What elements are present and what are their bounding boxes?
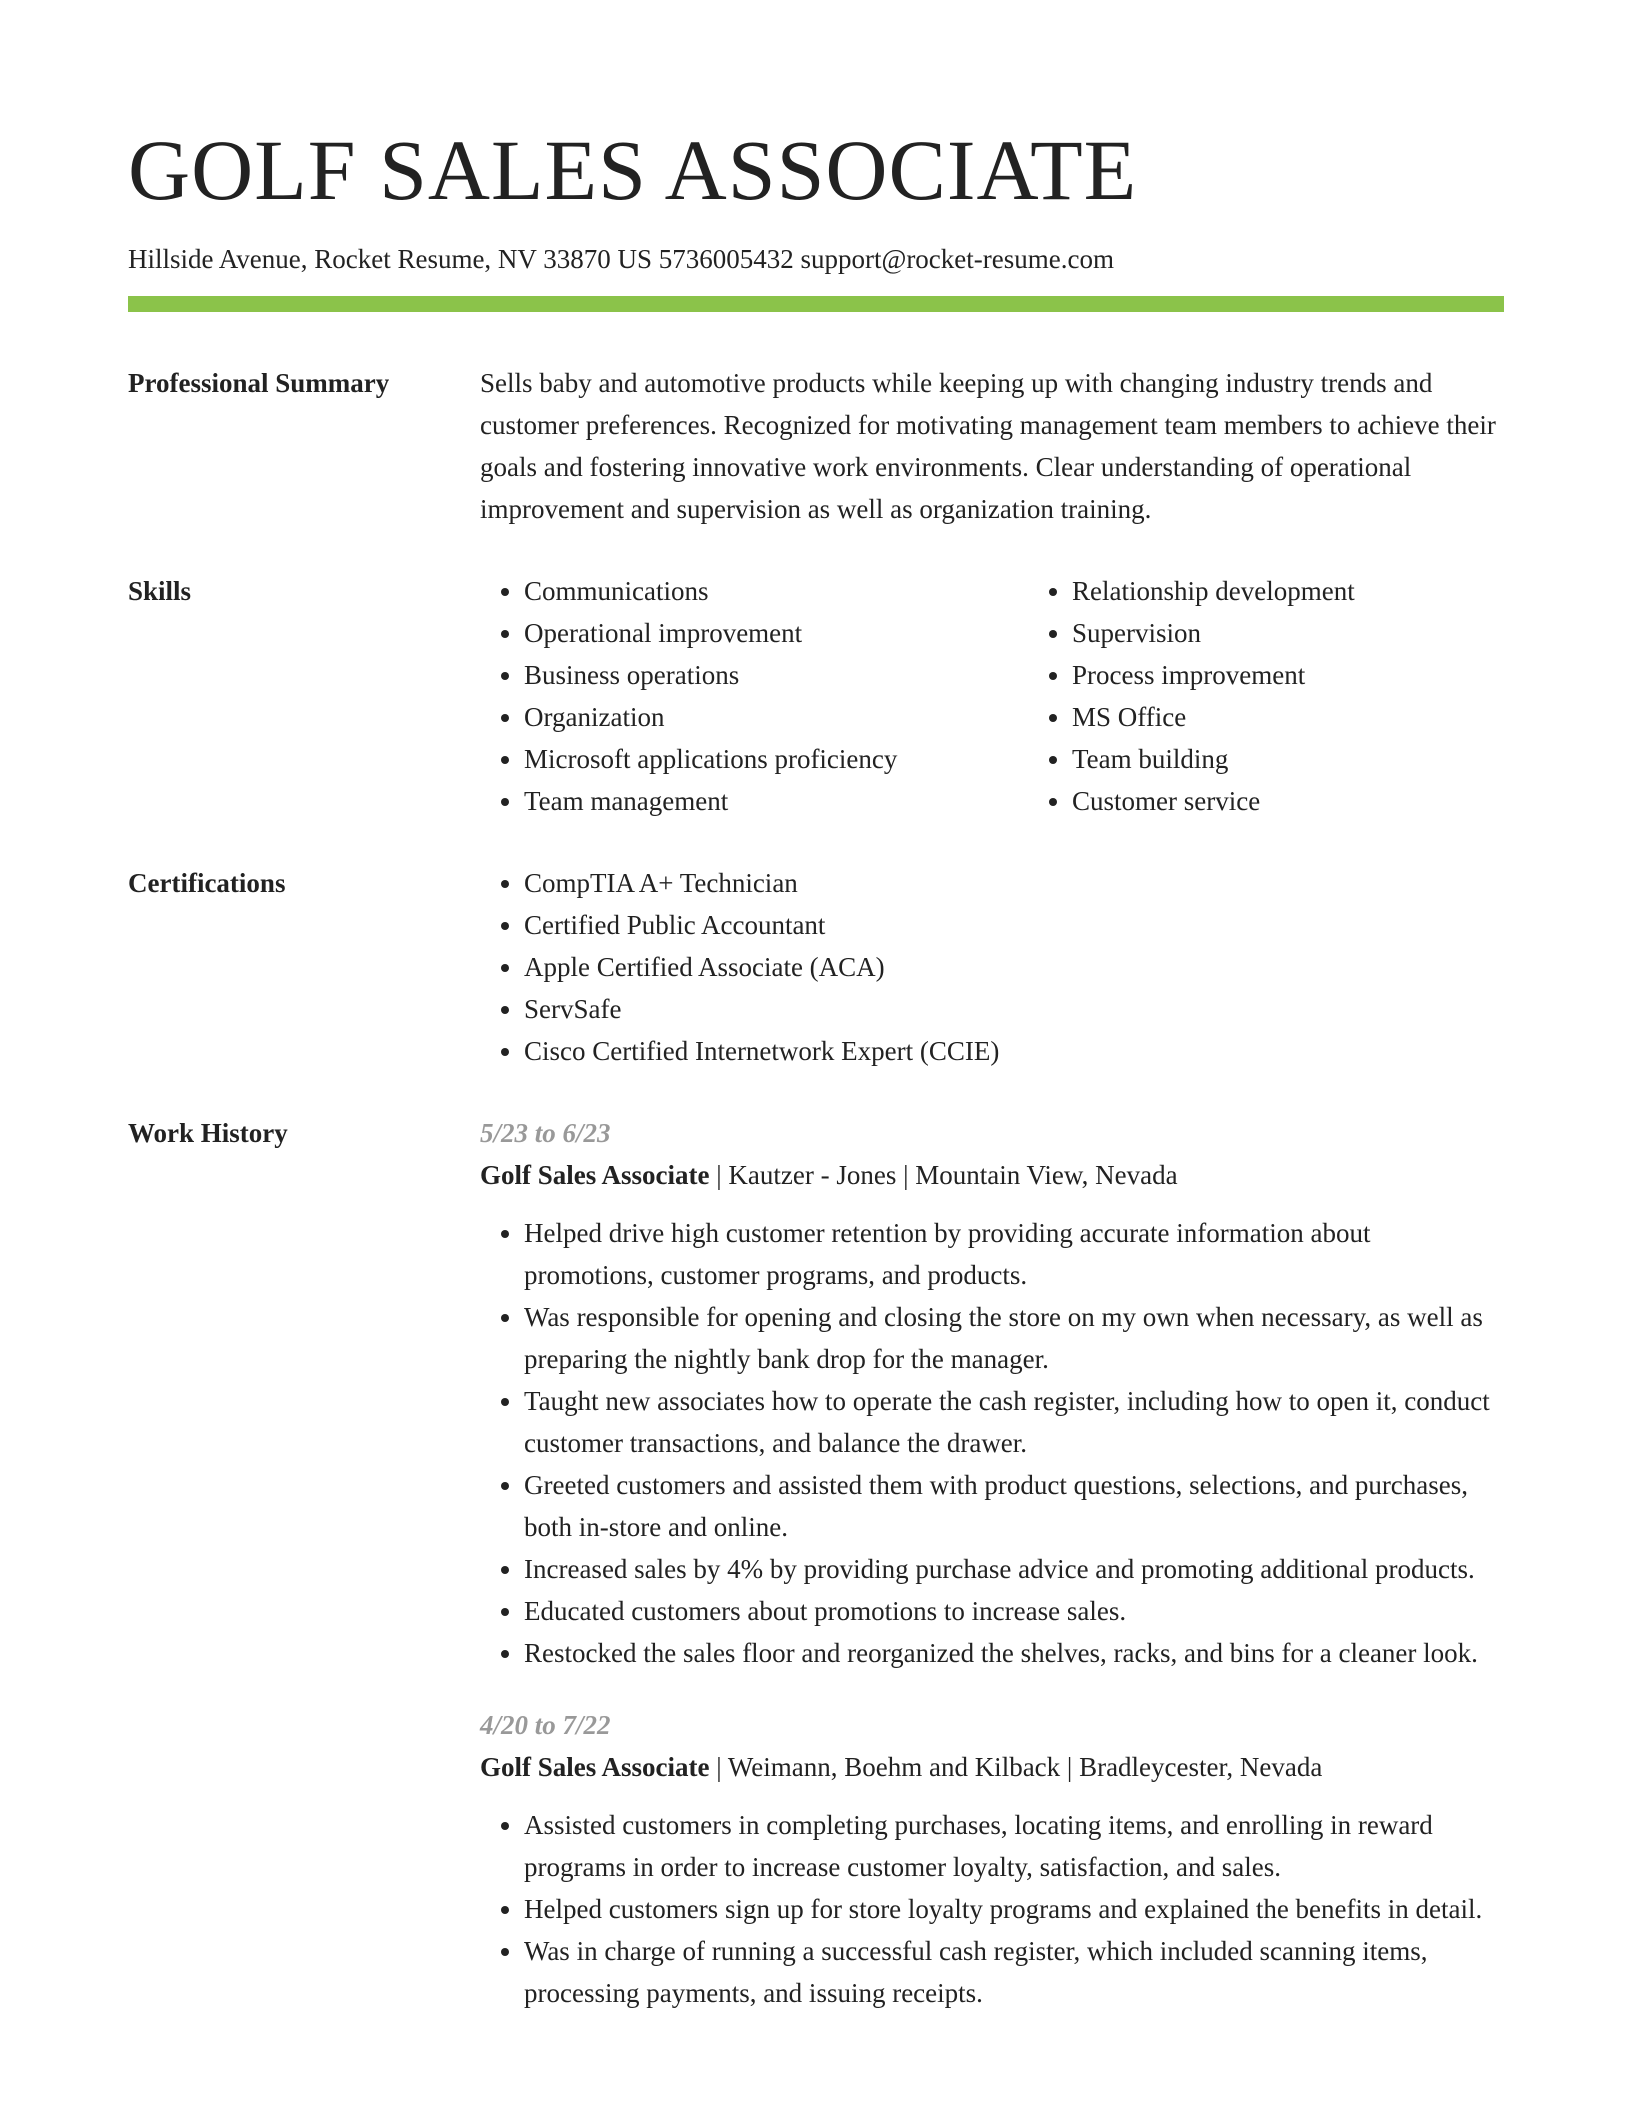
skill-item: • Business operations: [524, 654, 1028, 696]
job-bullets: [480, 1212, 1504, 1674]
job-details: | Kautzer - Jones | Mountain View, Nevada: [709, 1160, 1178, 1190]
skill-item: • Operational improvement: [524, 612, 1028, 654]
job-bullet: • Helped customers sign up for store loyalty programs and explained the benefits in detail.: [524, 1888, 1504, 1930]
job-bullet: • Educated customers about promotions to increase sales.: [524, 1590, 1504, 1632]
certifications-list: [480, 862, 1504, 1072]
certifications-heading: Certifications: [128, 868, 286, 898]
job-bullet: • Taught new associates how to operate the cash register, including how to open it, conduct customer transactions, and balance the drawer.: [524, 1380, 1504, 1464]
skill-item: • Microsoft applications proficiency: [524, 738, 1028, 780]
job-entry: [480, 1112, 1504, 1674]
job-entry: [480, 1704, 1504, 2014]
certification-item: • Cisco Certified Internetwork Expert (CCIE): [524, 1030, 1504, 1072]
skills-heading: Skills: [128, 576, 192, 606]
skills-list-left: [480, 570, 1028, 822]
work-history-section: [128, 1112, 1504, 2014]
summary-text: Sells baby and automotive products while keeping up with changing industry trends and customer preferences. Recognized for motivating management team members to achieve their goals and fostering innovative work environments. Clear understanding of operational improvement and supervision as well as organization training.: [480, 368, 1496, 524]
job-bullet: • Greeted customers and assisted them with product questions, selections, and purchases, both in-store and online.: [524, 1464, 1504, 1548]
skill-item: • Relationship development: [1072, 570, 1355, 612]
job-bullet: • Was in charge of running a successful cash register, which included scanning items, processing payments, and issuing receipts.: [524, 1930, 1504, 2014]
job-dates: 5/23 to 6/23: [480, 1118, 611, 1148]
summary-heading: Professional Summary: [128, 368, 390, 398]
skill-item: • Supervision: [1072, 612, 1355, 654]
job-title: Golf Sales Associate: [480, 1752, 710, 1782]
skills-section: [128, 570, 1504, 822]
job-bullet: • Assisted customers in completing purchases, locating items, and enrolling in reward programs in order to increase customer loyalty, satisfaction, and sales.: [524, 1804, 1504, 1888]
job-title: Golf Sales Associate: [480, 1160, 710, 1190]
skill-item: • MS Office: [1072, 696, 1355, 738]
header-divider: [128, 296, 1504, 312]
job-heading: [480, 1154, 1504, 1196]
resume-title: GOLF SALES ASSOCIATE: [128, 122, 1138, 218]
certifications-section: [128, 862, 1504, 1072]
certification-item: • Certified Public Accountant: [524, 904, 1504, 946]
skill-item: • Team management: [524, 780, 1028, 822]
job-bullet: • Helped drive high customer retention by providing accurate information about promotions, customer programs, and products.: [524, 1212, 1504, 1296]
skill-item: • Process improvement: [1072, 654, 1355, 696]
job-bullets: [480, 1804, 1504, 2014]
skill-item: • Team building: [1072, 738, 1355, 780]
job-details: | Weimann, Boehm and Kilback | Bradleycester, Nevada: [709, 1752, 1323, 1782]
work-history-heading: Work History: [128, 1118, 288, 1148]
contact-line: Hillside Avenue, Rocket Resume, NV 33870 US 5736005432 support@rocket-resume.com: [128, 244, 1114, 274]
certification-item: • Apple Certified Associate (ACA): [524, 946, 1504, 988]
job-bullet: • Increased sales by 4% by providing purchase advice and promoting additional products.: [524, 1548, 1504, 1590]
certification-item: • ServSafe: [524, 988, 1504, 1030]
job-heading: [480, 1746, 1504, 1788]
skill-item: • Customer service: [1072, 780, 1355, 822]
skill-item: • Communications: [524, 570, 1028, 612]
resume-page: [128, 0, 1504, 2014]
skill-item: • Organization: [524, 696, 1028, 738]
skills-list-right: [1028, 570, 1355, 822]
summary-section: [128, 362, 1504, 530]
certification-item: • CompTIA A+ Technician: [524, 862, 1504, 904]
job-dates: 4/20 to 7/22: [480, 1710, 611, 1740]
job-bullet: • Was responsible for opening and closing the store on my own when necessary, as well as preparing the nightly bank drop for the manager.: [524, 1296, 1504, 1380]
job-bullet: • Restocked the sales floor and reorganized the shelves, racks, and bins for a cleaner look.: [524, 1632, 1504, 1674]
